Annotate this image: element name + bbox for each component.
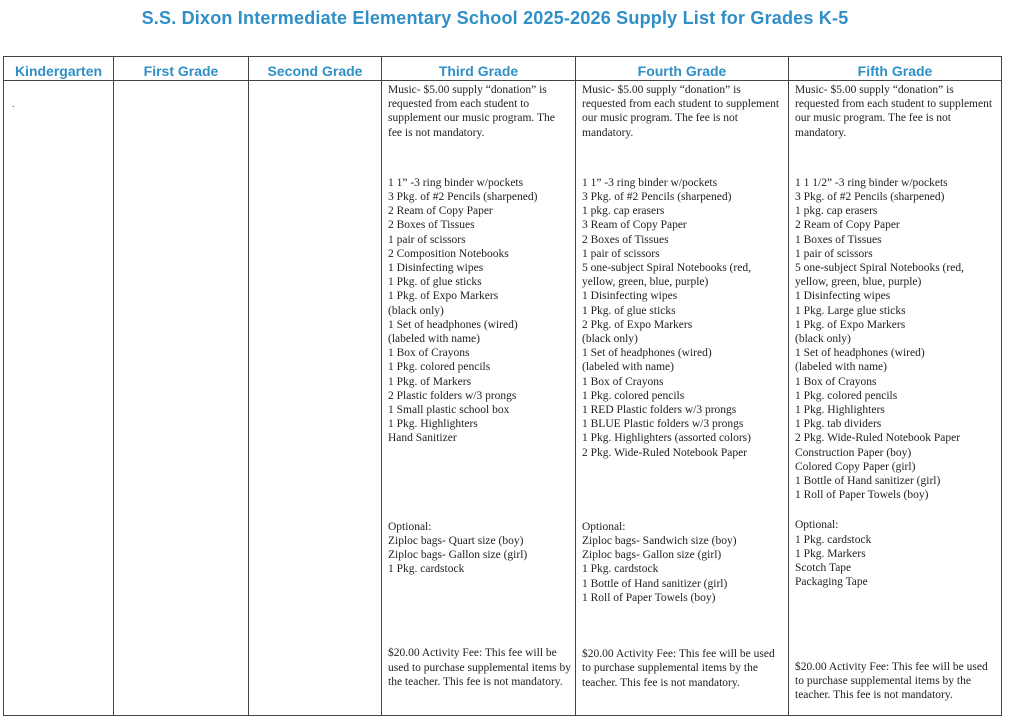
header-third-grade: Third Grade xyxy=(382,57,576,81)
supply-table xyxy=(3,56,1002,716)
supply-item: 1 Disinfecting wipes xyxy=(582,290,678,303)
first-grade-cell xyxy=(114,81,249,716)
supply-item: 3 Ream of Copy Paper xyxy=(582,219,687,232)
supply-item: 1 Box of Crayons xyxy=(582,375,664,388)
supply-item: 1 Pkg. cardstock xyxy=(795,533,872,546)
supply-item: 2 Composition Notebooks xyxy=(388,247,509,260)
supply-item: 1 BLUE Plastic folders w/3 prongs xyxy=(582,418,744,431)
header-fifth-grade: Fifth Grade xyxy=(789,57,1002,81)
supply-item: 1 Boxes of Tissues xyxy=(795,233,882,246)
supply-item: 3 Pkg. of #2 Pencils (sharpened) xyxy=(388,191,538,204)
supply-item: 1 1 1/2” -3 ring binder w/pockets xyxy=(795,176,948,189)
supply-item: 1 Disinfecting wipes xyxy=(795,290,891,303)
supply-item: 5 one-subject Spiral Notebooks (red, xyxy=(795,262,964,275)
supply-item: 1 Pkg. of glue sticks xyxy=(388,276,482,289)
supply-item: 1 Set of headphones (wired) xyxy=(388,318,518,331)
supply-item: Colored Copy Paper (girl) xyxy=(795,460,916,473)
supply-item: (black only) xyxy=(388,304,444,317)
supply-item: 1 Set of headphones (wired) xyxy=(795,347,925,360)
supply-item: 1 Box of Crayons xyxy=(795,375,877,388)
supply-item: 1 Roll of Paper Towels (boy) xyxy=(795,489,929,502)
stray-mark: . xyxy=(12,99,15,110)
supply-row xyxy=(4,81,1002,716)
supply-item: 1 pair of scissors xyxy=(795,247,873,260)
supply-item: 1 Pkg. Large glue sticks xyxy=(795,304,906,317)
supply-item: 1 Pkg. colored pencils xyxy=(388,361,491,374)
supply-item: (black only) xyxy=(582,333,638,346)
third-grade-cell xyxy=(382,81,576,716)
supply-item: 1 pkg. cap erasers xyxy=(795,205,878,218)
supply-item: 1 Pkg. cardstock xyxy=(388,563,465,576)
supply-item: (labeled with name) xyxy=(388,333,480,346)
supply-item: 2 Pkg. Wide-Ruled Notebook Paper xyxy=(582,446,748,459)
fifth-items-list xyxy=(795,176,997,503)
supply-item: 2 Ream of Copy Paper xyxy=(795,219,900,232)
supply-item: Ziploc bags- Quart size (boy) xyxy=(388,534,524,547)
supply-item: 1 Pkg. colored pencils xyxy=(582,389,685,402)
supply-item: 1 pkg. cap erasers xyxy=(582,205,665,218)
supply-item: 1 pair of scissors xyxy=(388,233,466,246)
third-music-note: Music- $5.00 supply “donation” is requested from each student to supplement our music program. The fee is not mandatory. xyxy=(388,84,555,139)
supply-item: 1 Pkg. Highlighters (assorted colors) xyxy=(582,432,751,445)
fourth-activity-fee: $20.00 Activity Fee: This fee will be used to purchase supplemental items by the teacher. This fee is not mandatory. xyxy=(582,648,775,689)
supply-item: 1 Bottle of Hand sanitizer (girl) xyxy=(582,577,728,590)
supply-item: (labeled with name) xyxy=(582,361,674,374)
supply-item: Ziploc bags- Gallon size (girl) xyxy=(582,549,722,562)
fifth-music-note: Music- $5.00 supply “donation” is requested from each student to supplement our music program. The fee is not mandatory. xyxy=(795,84,993,139)
supply-item: 1 Pkg. of Markers xyxy=(388,375,472,388)
page-title: S.S. Dixon Intermediate Elementary School 2025-2026 Supply List for Grades K-5 xyxy=(141,8,849,28)
supply-item: 1 Pkg. of Expo Markers xyxy=(388,290,499,303)
header-kindergarten: Kindergarten xyxy=(4,57,114,81)
supply-item: 2 Boxes of Tissues xyxy=(388,219,475,232)
supply-item: 1 Pkg. of Expo Markers xyxy=(795,318,906,331)
header-first-grade: First Grade xyxy=(114,57,249,81)
supply-item: 1 Pkg. Highlighters xyxy=(388,418,478,431)
supply-item: 1 Bottle of Hand sanitizer (girl) xyxy=(795,475,941,488)
fourth-grade-cell xyxy=(576,81,789,716)
supply-item: Packaging Tape xyxy=(795,576,868,589)
supply-item: 2 Ream of Copy Paper xyxy=(388,205,493,218)
supply-item: 1 pair of scissors xyxy=(582,247,660,260)
supply-item: Hand Sanitizer xyxy=(388,432,457,445)
supply-item: 1 Disinfecting wipes xyxy=(388,262,484,275)
supply-item: Optional: xyxy=(582,520,626,533)
supply-item: 1 Pkg. of glue sticks xyxy=(582,304,676,317)
supply-item: 1 1” -3 ring binder w/pockets xyxy=(388,176,524,189)
header-second-grade: Second Grade xyxy=(249,57,382,81)
supply-item: 1 Roll of Paper Towels (boy) xyxy=(582,591,716,604)
supply-item: Ziploc bags- Gallon size (girl) xyxy=(388,549,528,562)
header-fourth-grade: Fourth Grade xyxy=(576,57,789,81)
fourth-optional-list xyxy=(582,520,784,605)
fifth-activity-fee: $20.00 Activity Fee: This fee will be used to purchase supplemental items by the teacher. This fee is not mandatory. xyxy=(795,660,988,701)
third-activity-fee: $20.00 Activity Fee: This fee will be used to purchase supplemental items by the teacher. This fee is not mandatory. xyxy=(388,647,572,688)
supply-item: 1 Pkg. tab dividers xyxy=(795,418,882,431)
supply-item: yellow, green, blue, purple) xyxy=(582,276,709,289)
supply-item: 3 Pkg. of #2 Pencils (sharpened) xyxy=(795,191,945,204)
supply-item: yellow, green, blue, purple) xyxy=(795,276,922,289)
supply-item: Optional: xyxy=(388,520,432,533)
supply-item: 1 1” -3 ring binder w/pockets xyxy=(582,176,718,189)
third-items-list xyxy=(388,176,571,446)
supply-item: 1 Pkg. cardstock xyxy=(582,563,659,576)
kindergarten-cell xyxy=(4,81,114,716)
supply-item: 1 Pkg. Highlighters xyxy=(795,404,885,417)
supply-item: 2 Boxes of Tissues xyxy=(582,233,669,246)
supply-item: 1 Box of Crayons xyxy=(388,347,470,360)
fourth-items-list xyxy=(582,176,784,460)
supply-item: (labeled with name) xyxy=(795,361,887,374)
supply-item: 1 RED Plastic folders w/3 prongs xyxy=(582,404,737,417)
fifth-grade-cell xyxy=(789,81,1002,716)
supply-item: 3 Pkg. of #2 Pencils (sharpened) xyxy=(582,191,732,204)
supply-item: 1 Pkg. colored pencils xyxy=(795,389,898,402)
supply-item: Optional: xyxy=(795,519,839,532)
fifth-optional-list xyxy=(795,518,997,589)
second-grade-cell xyxy=(249,81,382,716)
supply-item: 2 Pkg. of Expo Markers xyxy=(582,318,693,331)
supply-item: 2 Plastic folders w/3 prongs xyxy=(388,389,517,402)
header-row xyxy=(4,57,1002,81)
supply-item: Scotch Tape xyxy=(795,562,852,575)
supply-item: 5 one-subject Spiral Notebooks (red, xyxy=(582,262,751,275)
third-optional-list xyxy=(388,520,571,577)
supply-item: (black only) xyxy=(795,333,851,346)
supply-item: 1 Set of headphones (wired) xyxy=(582,347,712,360)
fourth-music-note: Music- $5.00 supply “donation” is requested from each student to supplement our music program. The fee is not mandatory. xyxy=(582,84,780,139)
supply-item: 1 Pkg. Markers xyxy=(795,547,866,560)
supply-item: Construction Paper (boy) xyxy=(795,446,912,459)
supply-item: 1 Small plastic school box xyxy=(388,404,510,417)
supply-item: Ziploc bags- Sandwich size (boy) xyxy=(582,535,737,548)
supply-item: 2 Pkg. Wide-Ruled Notebook Paper xyxy=(795,432,961,445)
